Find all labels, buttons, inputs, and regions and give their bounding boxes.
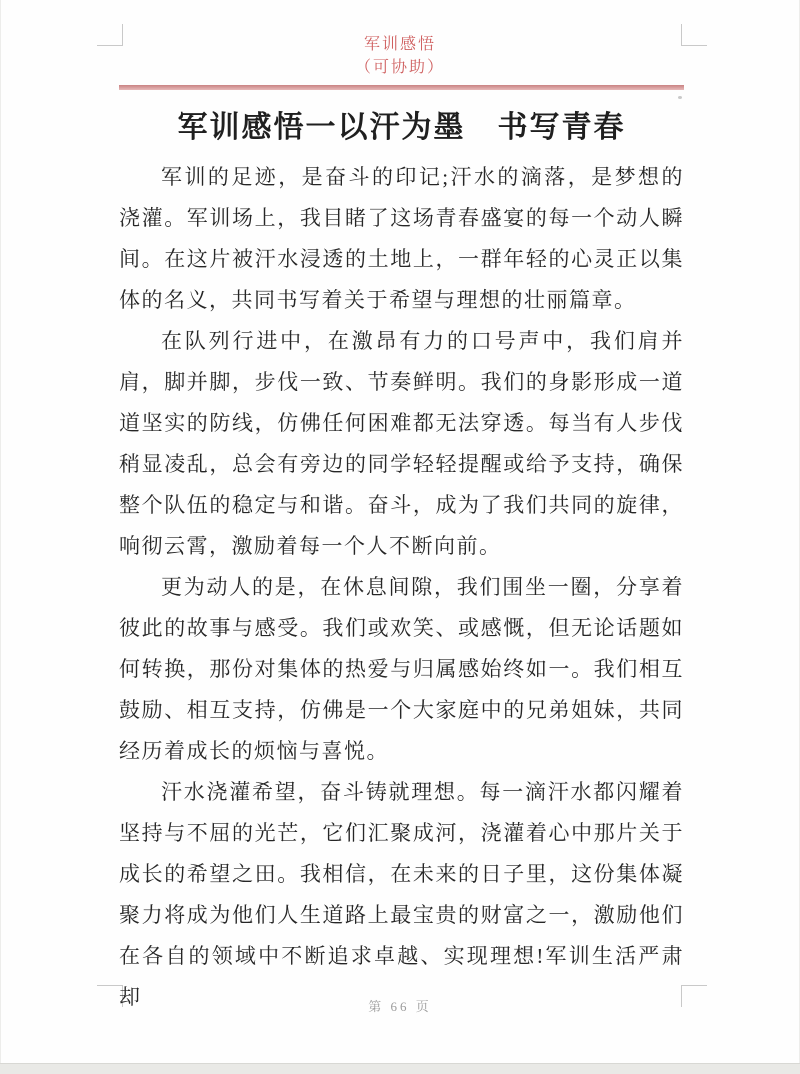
header-subtitle: （可协助） [354,59,445,76]
page-edge-gap [0,1063,800,1074]
dot-artifact [678,96,682,99]
paragraph-2: 在队列行进中，在激昂有力的口号声中，我们肩并肩，脚并脚，步伐一致、节奏鲜明。我们的身影形成一道道坚实的防线，仿佛任何困难都无法穿透。每当有人步伐稍显凌乱，总会有旁边的同学轻轻提醒或给予支持，确保整个队伍的稳定与和谐。奋斗，成为了我们共同的旋律，响彻云霄，激励着每一个人不断向前。 [119,329,684,558]
document-title: 军训感悟一以汗为墨 书写青春 [177,111,626,144]
page-header [1,33,799,79]
document-body [119,157,684,1018]
header-divider [119,85,684,90]
header-title: 军训感悟 [363,36,436,53]
paragraph-3: 更为动人的是，在休息间隙，我们围坐一圈，分享着彼此的故事与感受。我们或欢笑、或感慨，但无论话题如何转换，那份对集体的热爱与归属感始终如一。我们相互鼓励、相互支持，仿佛是一个大家庭中的兄弟姐妹，共同经历着成长的烦恼与喜悦。 [119,575,684,763]
paragraph-1: 军训的足迹，是奋斗的印记;汗水的滴落，是梦想的浇灌。军训场上，我目睹了这场青春盛宴的每一个动人瞬间。在这片被汗水浸透的土地上，一群年轻的心灵正以集体的名义，共同书写着关于希望与理想的壮丽篇章。 [119,165,684,312]
page-number: 第 66 页 [368,999,432,1014]
paragraph-4: 汗水浇灌希望，奋斗铸就理想。每一滴汗水都闪耀着坚持与不屈的光芒，它们汇聚成河，浇灌着心中那片关于成长的希望之田。我相信，在未来的日子里，这份集体凝聚力将成为他们人生道路上最宝贵的财富之一，激励他们在各自的领域中不断追求卓越、实现理想!军训生活严肃却 [119,780,684,1009]
